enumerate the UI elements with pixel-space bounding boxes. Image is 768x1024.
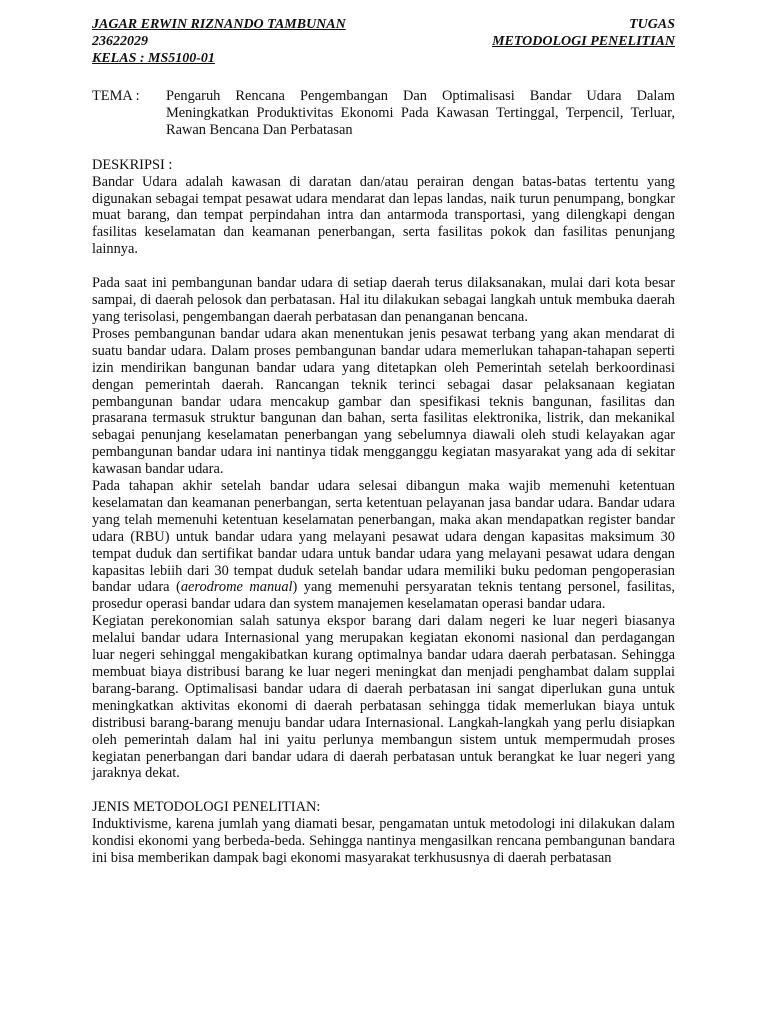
methodology-paragraph: Induktivisme, karena jumlah yang diamati besar, pengamatan untuk metodologi ini dilakukan dalam kondisi ekonomi yang berbeda-beda. Sehingga nantinya mengasilkan rencana pembangunan bandara ini bisa memberikan dampak bagi ekonomi masyarakat terkhususnya di daerah perbatasan (92, 816, 675, 867)
theme-text: Pengaruh Rencana Pengembangan Dan Optimalisasi Bandar Udara Dalam Meningkatkan Produktivitas Ekonomi Pada Kawasan Tertinggal, Terpencil, Terluar, Rawan Bencana Dan Perbatasan (166, 88, 675, 138)
student-id: 23622029 (92, 34, 148, 49)
methodology-title: JENIS METODOLOGI PENELITIAN: (92, 799, 321, 816)
description-paragraph-1: Bandar Udara adalah kawasan di daratan dan/atau perairan dengan batas-batas tertentu yang digunakan sebagai tempat pesawat udara mendarat dan lepas landas, naik turun penumpang, bongkar muat barang, dan tempat perpindahan intra dan antarmoda transportasi, yang dilengkapi dengan fasilitas keselamatan dan keamanan penerbangan, serta fasilitas pokok dan fasilitas penunjang lainnya. (92, 173, 675, 258)
author-name: JAGAR ERWIN RIZNANDO TAMBUNAN (92, 17, 346, 32)
class-label: KELAS : MS5100-01 (92, 51, 215, 66)
description-paragraph-3: Proses pembangunan bandar udara akan menentukan jenis pesawat terbang yang akan mendarat di suatu bandar udara. Dalam proses pembangunan bandar udara memerlukan tahapan-tahapan seperti izin mendirikan bangunan bandar udara yang ditetapkan oleh Pemerintah setelah berkoordinasi dengan pemerintah daerah. Rancangan teknik terinci sebagai dasar pelaksanaan kegiatan pembangunan bandar udara mencakup gambar dan spesifikasi teknis bangunan, fasilitas dan prasarana termasuk struktur bangunan dan bahan, serta fasilitas elektronika, listrik, dan mekanikal sebagai penunjang keselamatan penerbangan yang sebelumnya diawali oleh studi kelayakan agar pembangunan bandar udara ini nantinya tidak mengganggu kegiatan masyarakat yang ada di sekitar kawasan bandar udara. (92, 325, 675, 478)
theme-label: TEMA : (92, 88, 140, 104)
description-paragraph-5: Kegiatan perekonomian salah satunya ekspor barang dari dalam negeri ke luar negeri biasanya melalui bandar udara Internasional yang merupakan kegiatan ekonomi nasional dan perdagangan luar negeri sehinggal mengakibatkan kurang optimalnya bandar udara daerah perbatasan. Sehingga membuat biaya distribusi barang ke luar negeri meningkat dan menjadi penghambat dalam supplai barang-barang. Optimalisasi bandar udara di daerah perbatasan ini sangat diperlukan guna untuk meningkatkan aktivitas ekonomi di daerah perbatasan sehingga tidak memerlukan biaya untuk distribusi barang-barang menuju bandar udara Internasional. Langkah-langkah yang perlu disiapkan oleh pemerintah dalam hal ini yaitu perlunya membangun sistem untuk mempermudah proses kegiatan penerbangan dari bandar udara di daerah perbatasan untuk berangkat ke luar negeri yang jaraknya dekat. (92, 613, 675, 782)
header-left (92, 16, 432, 67)
assignment-label: TUGAS (629, 17, 675, 32)
document-header (92, 16, 675, 67)
header-right (492, 16, 675, 50)
description-paragraph-2: Pada saat ini pembangunan bandar udara di setiap daerah terus dilaksanakan, mulai dari kota besar sampai, di daerah pelosok dan perbatasan. Hal itu dilakukan sebagai langkah untuk membuka daerah yang terisolasi, pengembangan daerah perbatasan dan penanganan bencana. (92, 275, 675, 325)
paragraph-4-text-end: ) yang memenuhi persyaratan teknis tentang personel, fasilitas, prosedur operasi bandar udara dan system manajemen keselamatan operasi bandar udara. (92, 579, 676, 613)
aerodrome-manual-term: aerodrome manual (180, 579, 293, 596)
course-name: METODOLOGI PENELITIAN (492, 34, 675, 49)
document-page (92, 16, 675, 867)
description-title: DESKRIPSI : (92, 156, 173, 173)
theme-section (92, 88, 675, 139)
paragraph-4-text-start: Pada tahapan akhir setelah bandar udara selesai dibangun maka wajib memenuhi ketentuan keselamatan dan keamanan penerbangan, serta ketentuan pelayanan jasa bandar udara. Bandar udara yang telah memenuhi ketentuan keselamatan penerbangan, maka akan mendapatkan register bandar udara (RBU) untuk bandar udara yang melayani pesawat udara dengan kapasitas maksimum 30 tempat duduk dan sertifikat bandar udara untuk bandar udara yang melayani pesawat udara dengan kapasitas lebiih dari 30 tempat duduk setelah bandar udara memiliki buku pedoman pengoperasian bandar udara ( (92, 478, 675, 596)
description-paragraph-4 (92, 478, 675, 613)
